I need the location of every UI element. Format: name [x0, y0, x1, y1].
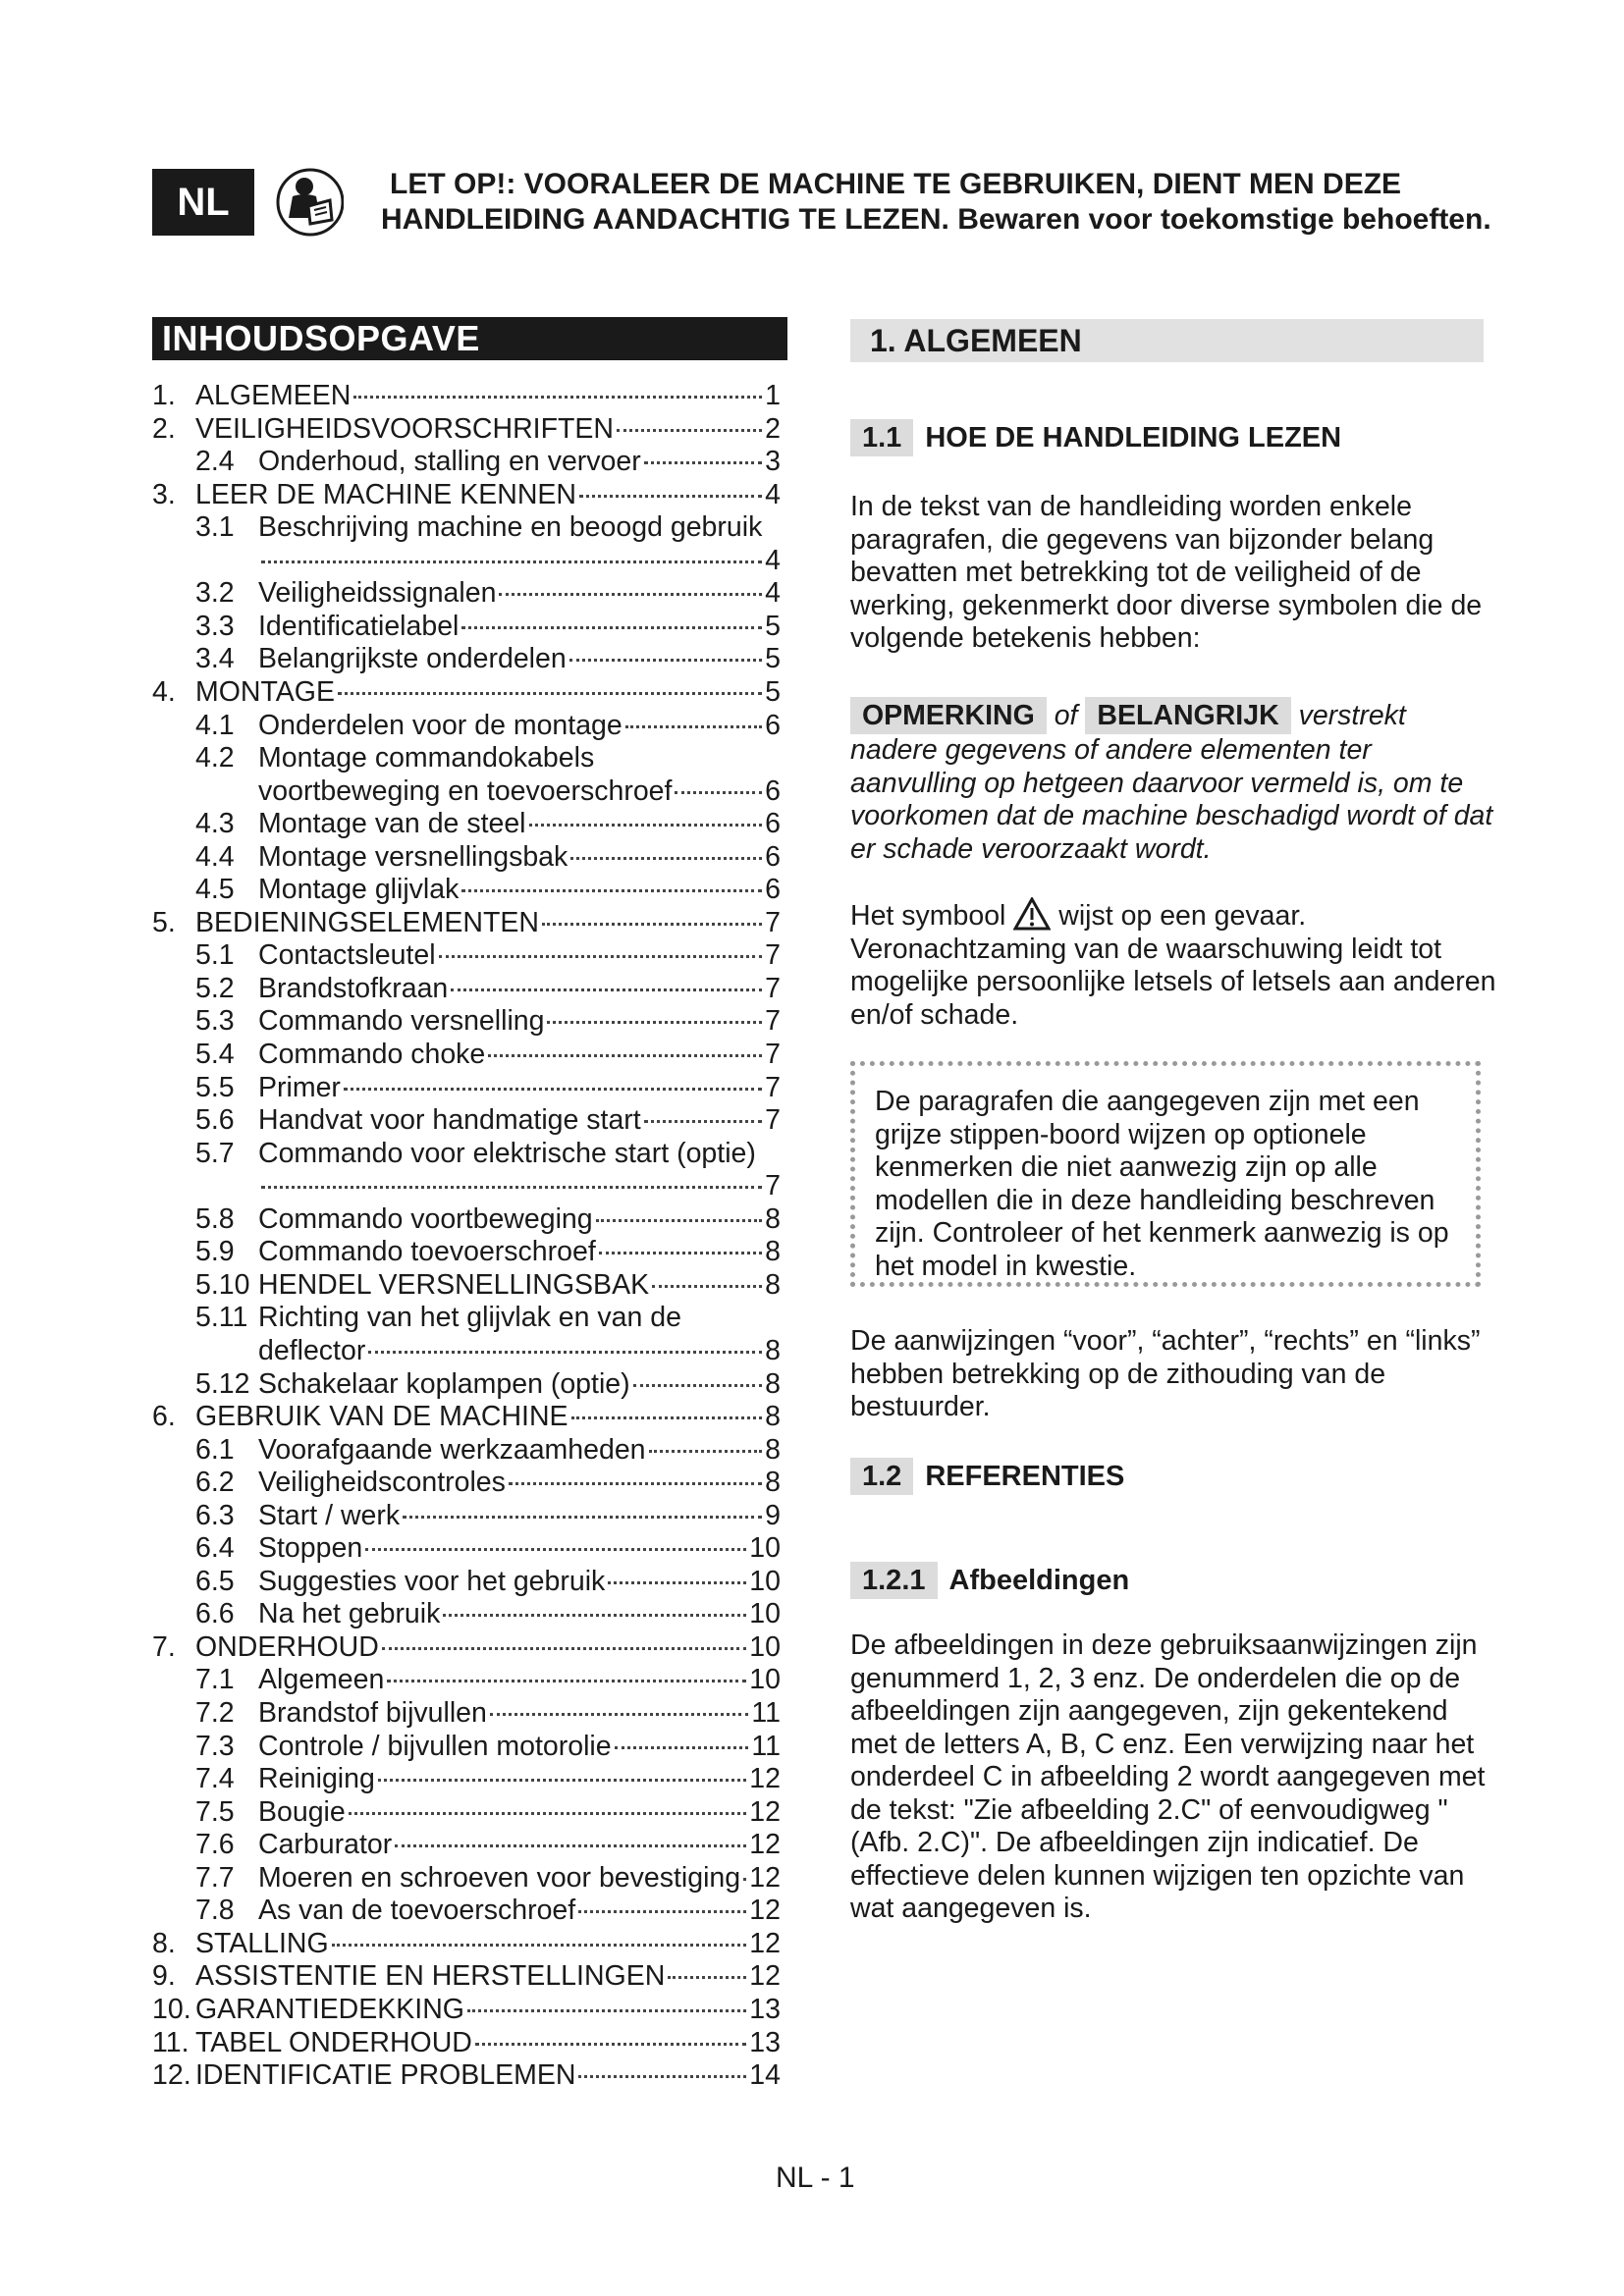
toc-entry [195, 1531, 781, 1565]
toc-leader-dots [368, 1351, 762, 1354]
toc-entry-title: Onderhoud, stalling en vervoer [258, 446, 641, 478]
subsection-1-1-heading [850, 419, 1341, 456]
toc-entry-page: 7 [765, 939, 781, 972]
toc-entry-page: 8 [765, 1401, 781, 1433]
toc-entry-title: STALLING [195, 1927, 329, 1959]
toc-entry [258, 544, 781, 577]
toc-entry-title: ALGEMEEN [195, 380, 352, 411]
toc-entry-number: 3.3 [195, 610, 235, 642]
toc-entry [195, 1235, 781, 1268]
optional-features-box [850, 1061, 1481, 1287]
toc-entry-title: MONTAGE [195, 675, 335, 708]
toc-entry-page: 11 [751, 1697, 781, 1729]
toc-leader-dots [378, 1779, 746, 1782]
toc-entry [195, 873, 781, 906]
toc-entry [195, 1137, 781, 1170]
toc-entry-number: 9. [152, 1960, 176, 1993]
toc-entry [152, 1993, 781, 2026]
toc-entry [195, 510, 781, 544]
toc-entry-page: 8 [765, 1367, 781, 1400]
toc-leader-dots [499, 593, 762, 596]
toc-entry-number: 4.4 [195, 840, 235, 873]
toc-entry-page: 6 [765, 774, 781, 807]
toc-title: INHOUDSOPGAVE [152, 317, 787, 360]
toc-entry-title: GEBRUIK VAN DE MACHINE [195, 1401, 568, 1433]
toc-entry-title: Bougie [258, 1795, 346, 1828]
toc-entry-title: Handvat voor handmatige start [258, 1104, 641, 1137]
toc-leader-dots [633, 1384, 763, 1387]
toc-leader-dots [439, 955, 763, 958]
toc-leader-dots [461, 889, 762, 892]
toc-entry-number: 7.3 [195, 1730, 235, 1762]
toc-leader-dots [451, 988, 762, 991]
subsection-number: 1.2.1 [850, 1562, 938, 1599]
toc-leader-dots [547, 1021, 762, 1024]
toc-entry-title: Commando toevoerschroef [258, 1236, 596, 1268]
warning-triangle-icon [1013, 897, 1051, 931]
toc-leader-dots [387, 1680, 746, 1682]
symbol-text: Het symbool [850, 900, 1006, 932]
toc-entry-number: 11. [152, 2026, 189, 2058]
toc-entry-title: Commando voortbeweging [258, 1202, 593, 1235]
language-code: NL [177, 180, 230, 224]
toc-entry-page: 12 [749, 1960, 781, 1993]
toc-entry-title: Brandstofkraan [258, 972, 449, 1004]
toc-entry-title: voortbeweging en toevoerschroef [258, 774, 673, 807]
toc-entry-page: 5 [765, 643, 781, 675]
toc-entry-number: 7.1 [195, 1664, 235, 1696]
toc-leader-dots [365, 1548, 746, 1551]
toc-entry-number: 3.4 [195, 643, 235, 675]
toc-entry [195, 1004, 781, 1038]
toc-entry-page: 8 [765, 1268, 781, 1301]
toc-entry-page: 6 [765, 808, 781, 840]
toc-entry-page: 4 [765, 478, 781, 510]
toc-leader-dots [578, 2075, 746, 2078]
subsection-title: Afbeeldingen [948, 1564, 1130, 1596]
toc-entry [152, 906, 781, 939]
toc-leader-dots [596, 1219, 763, 1222]
toc-entry [195, 807, 781, 840]
toc-entry-page: 12 [749, 1927, 781, 1959]
toc-entry-title: deflector [258, 1334, 366, 1366]
toc-entry-title: ASSISTENTIE EN HERSTELLINGEN [195, 1960, 666, 1993]
toc-entry-title: TABEL ONDERHOUD [195, 2026, 472, 2058]
toc-entry-page: 4 [765, 577, 781, 610]
toc-entry-number: 12. [152, 2059, 191, 2092]
belangrijk-tag: BELANGRIJK [1085, 697, 1290, 734]
toc-entry-number: 3. [152, 478, 176, 510]
toc-entry-page: 7 [765, 1104, 781, 1137]
note-text: verstrekt nadere gegevens of andere elementen ter aanvulling op hetgeen daarvoor vermeld is, om te voorkomen dat de machine beschadigd wordt of dat er schade veroorzaakt wordt. [850, 700, 1493, 865]
toc-entry-page: 4 [765, 544, 781, 576]
toc-entry-number: 7.6 [195, 1829, 235, 1861]
toc-entry-title: Brandstof bijvullen [258, 1697, 487, 1729]
toc-entry [195, 1663, 781, 1696]
toc-leader-dots [338, 692, 762, 695]
toc-entry-page: 7 [765, 1039, 781, 1070]
toc-entry-page: 8 [765, 1236, 781, 1268]
toc-leader-dots [349, 1812, 747, 1815]
toc-entry [152, 379, 781, 412]
toc-entry-title: ONDERHOUD [195, 1630, 379, 1663]
toc-entry-title: Primer [258, 1071, 341, 1103]
toc-entry-title: Controle / bijvullen motorolie [258, 1730, 612, 1762]
toc-entry-title: GARANTIEDEKKING [195, 1993, 464, 2025]
toc-entry-page: 10 [749, 1664, 781, 1696]
toc-leader-dots [652, 1285, 762, 1288]
note-paragraph [850, 697, 1498, 866]
toc-entry-page: 13 [749, 1993, 781, 2025]
toc-leader-dots [571, 1416, 763, 1419]
toc-leader-dots [644, 1120, 762, 1123]
toc-leader-dots [569, 659, 762, 662]
toc-entry [152, 1630, 781, 1664]
toc-entry-number: 4.3 [195, 808, 235, 840]
toc-entry-number: 6. [152, 1401, 176, 1433]
toc-entry-title: Moeren en schroeven voor bevestiging [258, 1861, 741, 1894]
toc-entry-title: BEDIENINGSELEMENTEN [195, 906, 539, 938]
toc-entry-title: Montage versnellingsbak [258, 840, 568, 873]
toc-entry-number: 5.7 [195, 1137, 235, 1169]
toc-entry-page: 5 [765, 675, 781, 708]
toc-entry-page: 5 [765, 610, 781, 642]
toc-leader-dots [644, 461, 762, 464]
toc-entry [152, 1927, 781, 1960]
toc-leader-dots [542, 923, 762, 926]
toc-entry-number: 10. [152, 1993, 191, 2025]
toc-entry [152, 675, 781, 709]
toc-entry-title: Montage commandokabels [258, 742, 595, 774]
toc-entry-page: 8 [765, 1467, 781, 1499]
toc-entry-number: 2.4 [195, 446, 235, 478]
toc-leader-dots [608, 1581, 746, 1584]
toc-entry-page: 7 [765, 906, 781, 938]
toc-entry-title: VEILIGHEIDSVOORSCHRIFTEN [195, 412, 614, 445]
toc-entry [195, 1071, 781, 1104]
toc-entry-page: 14 [749, 2059, 781, 2092]
toc-leader-dots [529, 824, 763, 827]
toc-entry-title: Onderdelen voor de montage [258, 709, 623, 741]
toc-entry-title: Start / werk [258, 1499, 401, 1531]
toc-entry-number: 5.11 [195, 1302, 248, 1334]
toc-entry-title: Richting van het glijvlak en van de [258, 1302, 681, 1334]
toc-leader-dots [467, 2009, 746, 2012]
toc-entry [152, 478, 781, 511]
toc-leader-dots [617, 429, 762, 432]
warning-line-2: HANDLEIDING AANDACHTIG TE LEZEN. Bewaren voor toekomstige behoeften. [381, 203, 1491, 236]
toc-entry-page: 7 [765, 1071, 781, 1103]
toc-entry-number: 7.7 [195, 1861, 235, 1894]
read-manual-icon [275, 167, 344, 238]
toc-entry [195, 972, 781, 1005]
optional-box-text: De paragrafen die aangegeven zijn met een grijze stippen-boord wijzen op optionele kenmerken die niet aanwezig zijn op alle modellen die in deze handleiding beschreven zijn. Controleer of het kenmerk aanwezig is op het model in kwestie. [875, 1086, 1449, 1282]
toc-entry-number: 7.8 [195, 1895, 235, 1927]
toc-leader-dots [615, 1746, 749, 1749]
toc-entry-title: Voorafgaande werkzaamheden [258, 1433, 646, 1466]
toc-entry-title: Reiniging [258, 1763, 375, 1795]
toc-entry-page: 6 [765, 874, 781, 906]
toc-entry-title: As van de toevoerschroef [258, 1895, 576, 1927]
language-badge [152, 169, 254, 236]
toc-leader-dots [261, 561, 762, 563]
toc-entry-number: 7.4 [195, 1763, 235, 1795]
toc-entry [195, 1795, 781, 1829]
toc-entry [195, 1103, 781, 1137]
toc-entry [195, 1038, 781, 1071]
toc-entry-title: Stoppen [258, 1532, 363, 1565]
toc-entry-number: 4.5 [195, 874, 235, 906]
toc-entry [195, 1499, 781, 1532]
toc-entry-number: 7. [152, 1630, 176, 1663]
toc-entry [195, 1762, 781, 1795]
toc-entry [195, 1268, 781, 1302]
toc-entry-number: 6.1 [195, 1433, 235, 1466]
toc-entry [195, 741, 781, 774]
toc-entry-number: 5. [152, 906, 176, 938]
toc-entry-number: 5.6 [195, 1104, 235, 1137]
toc-entry-number: 5.2 [195, 972, 235, 1004]
toc-entry-title: Veiligheidssignalen [258, 577, 497, 610]
toc-entry [195, 642, 781, 675]
opmerking-tag: OPMERKING [850, 697, 1047, 734]
toc-entry-page: 12 [749, 1763, 781, 1795]
toc-entry-number: 2. [152, 412, 176, 445]
toc-entry-title: Contactsleutel [258, 939, 436, 972]
toc-leader-dots [353, 396, 762, 399]
toc-leader-dots [675, 791, 762, 794]
toc-leader-dots [475, 2043, 746, 2046]
warning-line-1: LET OP!: VOORALEER DE MACHINE TE GEBRUIKEN, DIENT MEN DEZE [390, 168, 1402, 200]
toc-entry-number: 3.2 [195, 577, 235, 610]
subsection-number: 1.1 [850, 419, 913, 456]
toc-entry [195, 1202, 781, 1236]
toc-entry-title: Belangrijkste onderdelen [258, 643, 567, 675]
page-number: NL - 1 [776, 2162, 855, 2194]
toc-entry-number: 6.2 [195, 1467, 235, 1499]
toc-entry [195, 1696, 781, 1730]
toc-entry-page: 9 [765, 1499, 781, 1531]
toc-entry-number: 5.10 [195, 1268, 250, 1301]
toc-entry-number: 4. [152, 675, 176, 708]
toc-leader-dots [395, 1844, 746, 1847]
toc-entry-title: Veiligheidscontroles [258, 1467, 506, 1499]
toc-leader-dots [570, 857, 762, 860]
toc-entry [152, 2058, 781, 2092]
toc-entry-title: Suggesties voor het gebruik [258, 1565, 606, 1597]
toc-entry [195, 1861, 781, 1895]
toc-entry-title: Montage van de steel [258, 808, 526, 840]
toc-entry [258, 1169, 781, 1202]
toc-entry-page: 13 [749, 2026, 781, 2058]
toc-leader-dots [382, 1647, 746, 1650]
danger-paragraph [850, 897, 1498, 1032]
subsection-title: REFERENTIES [925, 1460, 1125, 1492]
toc-leader-dots [743, 1878, 746, 1881]
toc-entry-number: 6.6 [195, 1598, 235, 1630]
toc-entry-title: Beschrijving machine en beoogd gebruik [258, 511, 763, 544]
toc-entry-page: 6 [765, 709, 781, 741]
toc-entry-page: 1 [765, 380, 781, 411]
toc-entry-number: 4.2 [195, 742, 235, 774]
toc-entry-title: Montage glijvlak [258, 874, 460, 906]
toc-entry [152, 2026, 781, 2059]
toc-entry [195, 1828, 781, 1861]
toc-entry-page: 12 [749, 1895, 781, 1927]
toc-entry-number: 7.5 [195, 1795, 235, 1828]
toc-entry-number: 6.3 [195, 1499, 235, 1531]
toc-entry-number: 4.1 [195, 709, 235, 741]
directions-paragraph: De aanwijzingen “voor”, “achter”, “rechts” en “links” hebben betrekking op de zithouding van de bestuurder. [850, 1325, 1481, 1422]
toc-entry-number: 5.5 [195, 1071, 235, 1103]
toc-entry-page: 10 [749, 1598, 781, 1630]
toc-entry [195, 576, 781, 610]
toc-entry [152, 412, 781, 446]
toc-leader-dots [344, 1088, 762, 1091]
subsection-number: 1.2 [850, 1458, 913, 1495]
toc-entry [195, 445, 781, 478]
toc-entry-page: 11 [751, 1730, 781, 1762]
toc-entry [195, 610, 781, 643]
toc-entry [258, 1334, 781, 1367]
toc-entry-number: 5.1 [195, 939, 235, 972]
toc-entry-number: 5.4 [195, 1039, 235, 1070]
toc-entry-number: 7.2 [195, 1697, 235, 1729]
toc-entry-page: 7 [765, 1170, 781, 1202]
toc-leader-dots [509, 1482, 762, 1485]
toc-leader-dots [579, 495, 762, 498]
toc-entry [195, 1565, 781, 1598]
toc-entry-title: Schakelaar koplampen (optie) [258, 1367, 630, 1400]
toc-entry-page: 7 [765, 972, 781, 1004]
toc-leader-dots [461, 626, 762, 629]
subsection-1-2-heading [850, 1458, 1124, 1495]
toc-entry-number: 6.4 [195, 1532, 235, 1565]
toc-entry-title: Carburator [258, 1829, 393, 1861]
toc-entry-page: 6 [765, 840, 781, 873]
toc-entry [195, 1466, 781, 1499]
toc-entry-title: Commando voor elektrische start (optie) [258, 1137, 756, 1169]
toc-leader-dots [578, 1910, 746, 1913]
toc-leader-dots [668, 1976, 746, 1979]
toc-entry-page: 10 [749, 1630, 781, 1663]
toc-entry-number: 3.1 [195, 511, 235, 544]
toc-entry [195, 1301, 781, 1334]
subsection-1-2-1-heading [850, 1562, 1129, 1599]
toc-entry-title: Commando choke [258, 1039, 486, 1070]
toc-entry-number: 5.3 [195, 1005, 235, 1038]
toc-entry-page: 8 [765, 1433, 781, 1466]
figures-paragraph: De afbeeldingen in deze gebruiksaanwijzingen zijn genummerd 1, 2, 3 enz. De onderdelen die op de afbeeldingen zijn aangegeven, zijn gekentekend met de letters A, B, C enz. Een verwijzing naar het onderdeel C in afbeelding 2 wordt aangegeven met de tekst: "Zie afbeelding 2.C" of eenvoudigweg "(Afb. 2.C)". De afbeeldingen zijn indicatief. De effectieve delen kunnen wijzigen ten opzichte van wat aangegeven is. [850, 1629, 1486, 1924]
toc-entry-title: IDENTIFICATIE PROBLEMEN [195, 2059, 576, 2092]
toc-entry-page: 2 [765, 412, 781, 445]
toc-entry [195, 1730, 781, 1763]
toc-entry-page: 8 [765, 1334, 781, 1366]
toc-entry-page: 7 [765, 1005, 781, 1038]
toc-entry-page: 8 [765, 1202, 781, 1235]
toc-entry-title: Na het gebruik [258, 1598, 441, 1630]
toc-leader-dots [332, 1944, 747, 1947]
toc-entry-page: 12 [749, 1861, 781, 1894]
toc-entry-title: Algemeen [258, 1664, 385, 1696]
toc-entry-page: 12 [749, 1795, 781, 1828]
intro-paragraph: In de tekst van de handleiding worden enkele paragrafen, die gegevens van bijzonder belang bevatten met betrekking tot de veiligheid of de werking, gekenmerkt door diverse symbolen die de volgende betekenis hebben: [850, 491, 1483, 654]
toc-entry [195, 1597, 781, 1630]
toc-leader-dots [443, 1614, 746, 1617]
toc-entry [195, 1894, 781, 1927]
toc-entry [195, 1367, 781, 1401]
toc-entry-number: 5.9 [195, 1236, 235, 1268]
toc-entry [195, 938, 781, 972]
toc-entry-page: 10 [749, 1532, 781, 1565]
toc-entry-number: 5.8 [195, 1202, 235, 1235]
toc-entry [195, 709, 781, 742]
toc-entry-page: 10 [749, 1565, 781, 1597]
toc-entry-title: HENDEL VERSNELLINGSBAK [258, 1268, 650, 1301]
toc-leader-dots [403, 1516, 762, 1519]
toc-entry-page: 12 [749, 1829, 781, 1861]
subsection-title: HOE DE HANDLEIDING LEZEN [925, 421, 1342, 454]
toc-entry-number: 5.12 [195, 1367, 250, 1400]
toc-leader-dots [490, 1713, 749, 1716]
toc-entry [195, 840, 781, 874]
toc-entry-title: Identificatielabel [258, 610, 460, 642]
warning-header [381, 167, 1510, 238]
toc-entry-page: 3 [765, 446, 781, 478]
toc-entry [258, 774, 781, 808]
toc-entry [152, 1959, 781, 1993]
toc-leader-dots [599, 1252, 762, 1255]
toc-entry [152, 1400, 781, 1433]
toc-entry-title: LEER DE MACHINE KENNEN [195, 478, 576, 510]
danger-text: wijst op een gevaar. Veronachtzaming van de waarschuwing leidt tot mogelijke persoonlijke letsels of letsels aan anderen en/of schade. [850, 900, 1496, 1031]
toc-entry-number: 6.5 [195, 1565, 235, 1597]
toc-entry-number: 1. [152, 380, 176, 411]
toc-entry-number: 8. [152, 1927, 176, 1959]
section-title: 1. ALGEMEEN [850, 319, 1484, 362]
toc-entry-title: Commando versnelling [258, 1005, 545, 1038]
toc-leader-dots [261, 1186, 762, 1189]
toc-leader-dots [625, 725, 762, 728]
toc-leader-dots [488, 1054, 762, 1057]
word-of: of [1054, 700, 1078, 731]
toc-leader-dots [649, 1450, 763, 1453]
toc-entry [195, 1433, 781, 1467]
